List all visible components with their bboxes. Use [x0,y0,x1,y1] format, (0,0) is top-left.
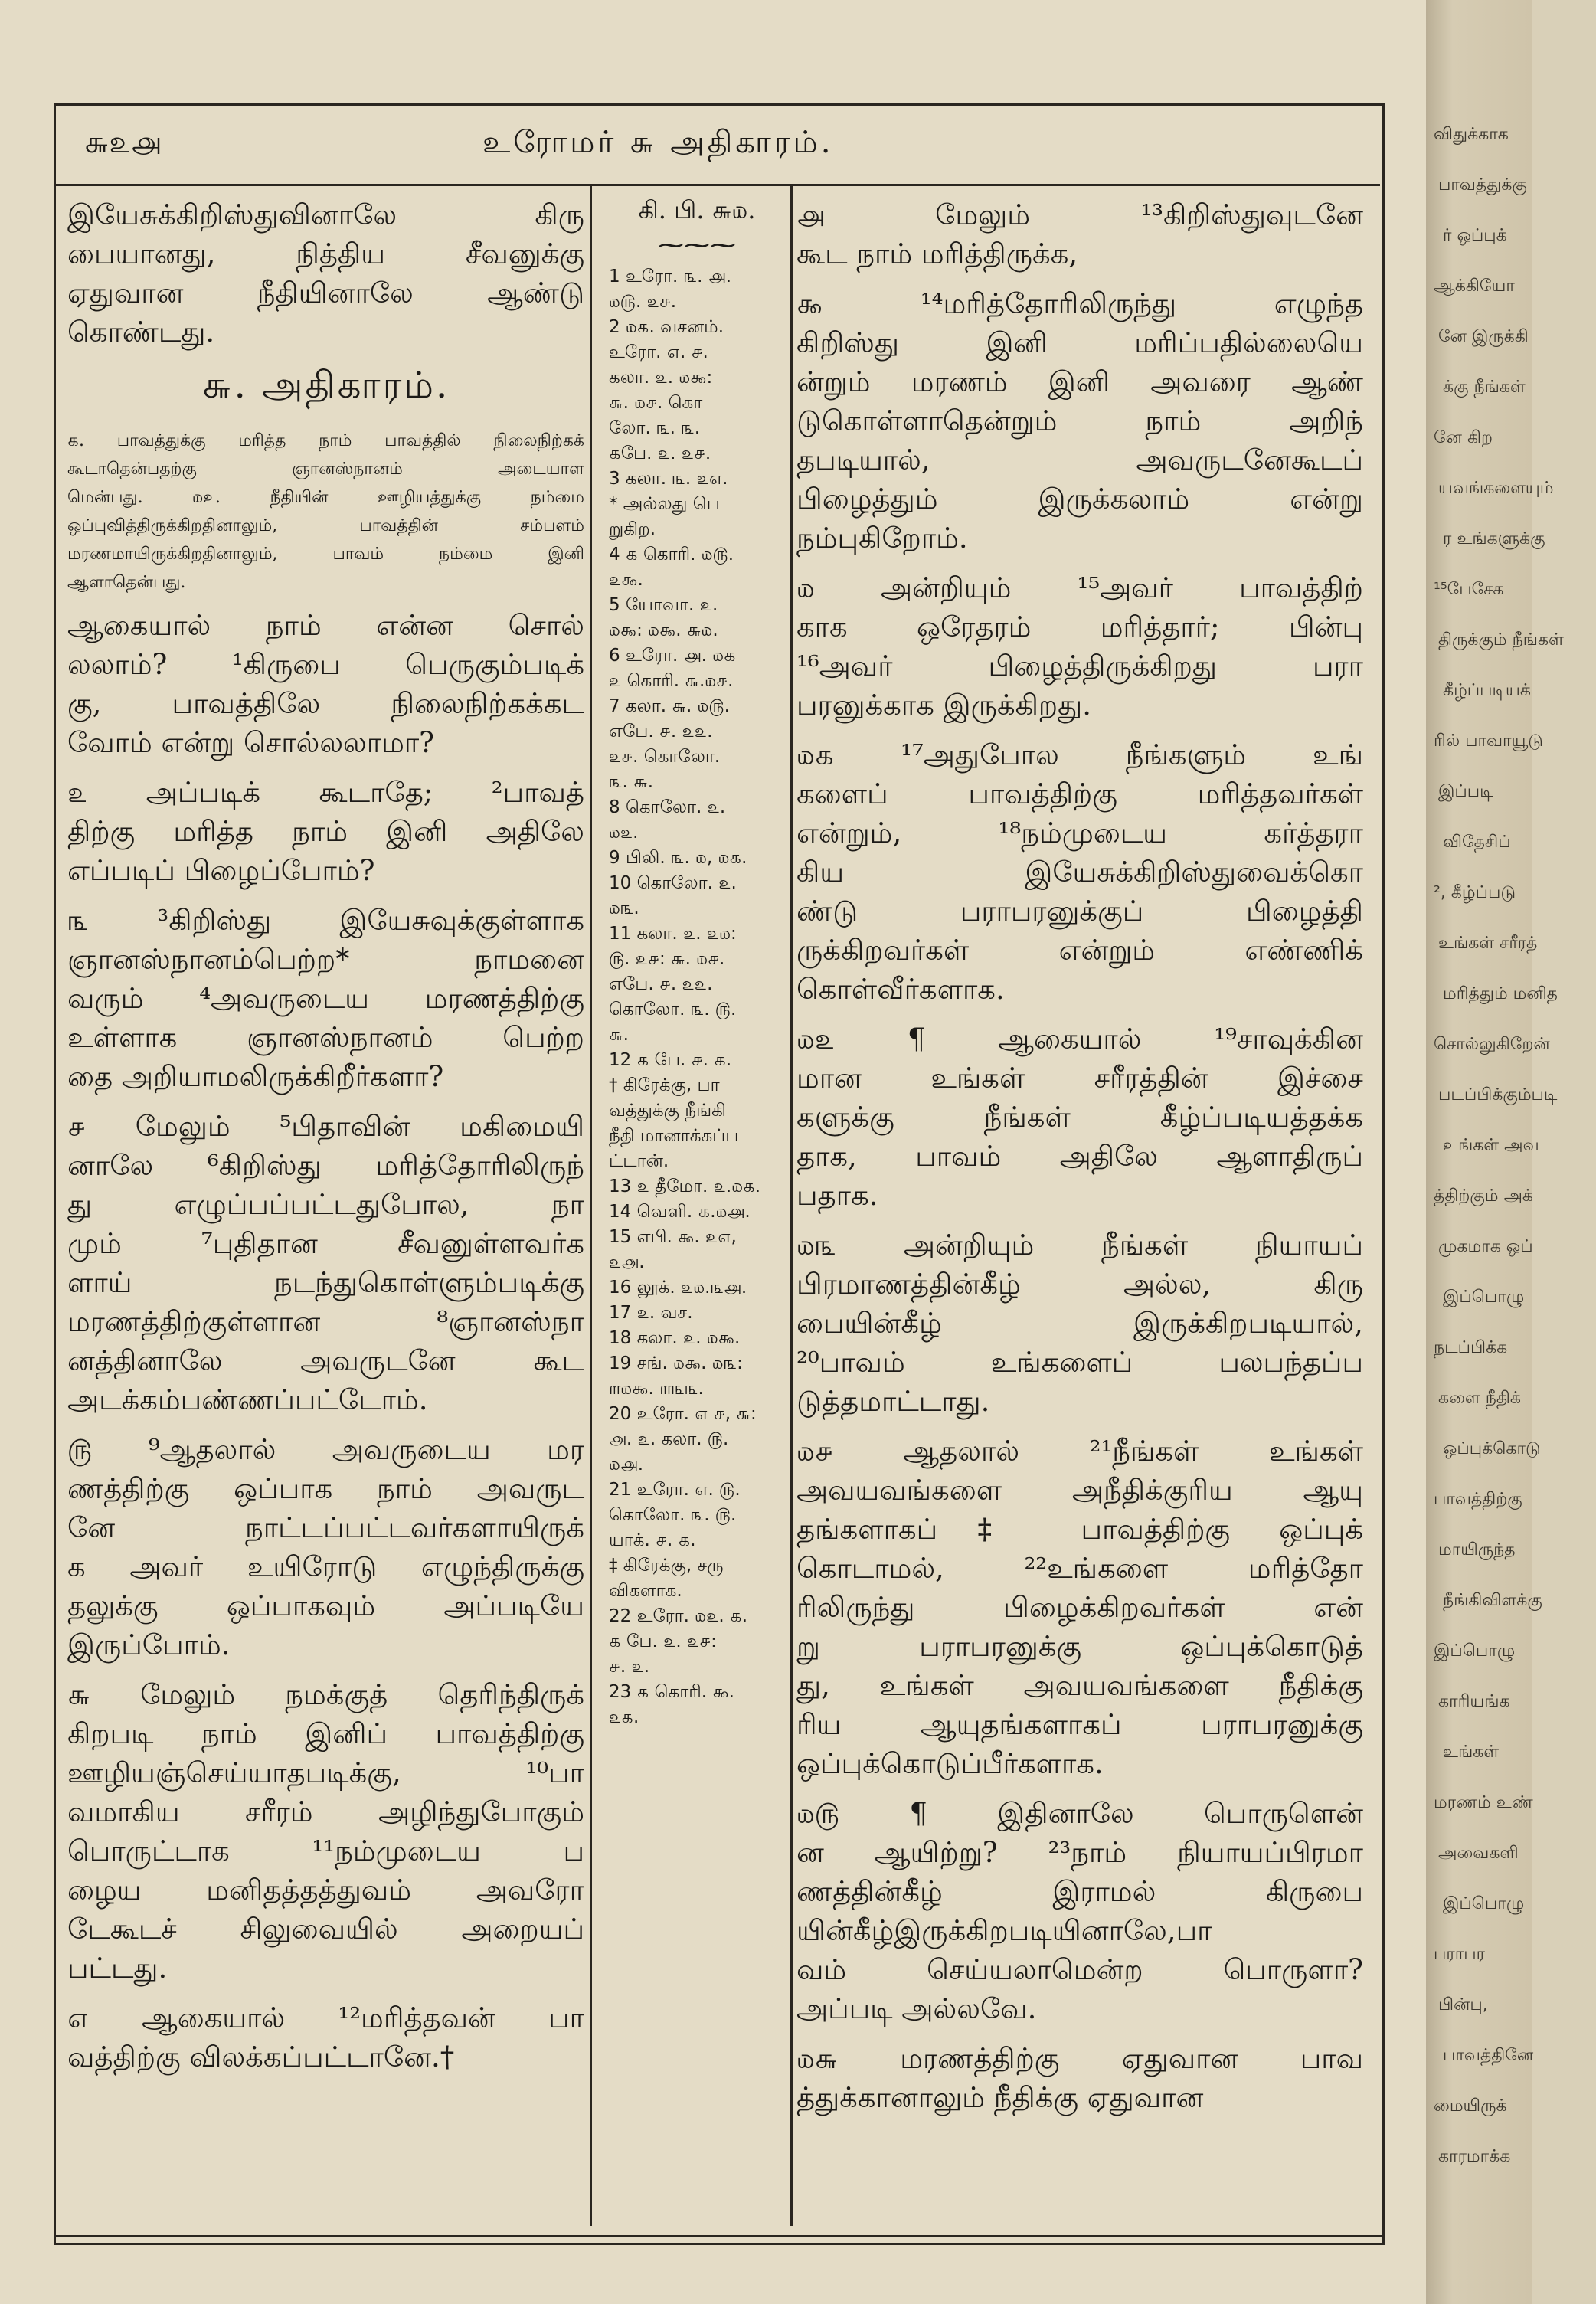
reference-entry: கொலோ. ௩. ௫. [609,1000,737,1019]
reference-entry: 19 சங். ௰௯. ௰௩: [609,1353,743,1373]
verse-paragraph [67,1430,584,1664]
facing-page-fragment: இப்பொழு [1434,1641,1516,1661]
verse-paragraph [67,773,584,890]
text-line: வத்திற்கு விலக்கப்பட்டானே.† [67,2041,455,2073]
reference-entry: ௰௨. [609,823,639,843]
text-line: ௮ மேலும் ¹³கிறிஸ்துவுடனே [796,198,1363,231]
text-line: ஊழியஞ்செய்யாதபடிக்கு, ¹⁰பா [67,1756,584,1789]
facing-page-fragment: இப்படி [1438,782,1493,801]
facing-page-fragment: முகமாக ஒப் [1438,1237,1533,1256]
reference-entry: 13 ௨ தீமோ. ௨.௰௧. [609,1177,761,1196]
text-line: உள்ளாக ஞானஸ்நானம் பெற்ற [67,1021,584,1054]
text-line: பரனுக்காக இருக்கிறது. [796,689,1091,722]
column-divider-right [790,186,793,2226]
reference-entry: ௰௩. [609,898,639,918]
text-line: ஆகையால் நாம் என்ன சொல் [67,609,584,642]
facing-page-fragment: காரமாக்க [1438,2147,1511,2166]
text-line: து எழுப்பப்பட்டதுபோல, நா [67,1188,584,1221]
text-line: இயேசுக்கிறிஸ்துவினாலே கிரு [67,198,584,231]
verse-paragraph [796,195,1363,273]
facing-page-fragment: னே இருக்கி [1438,327,1529,346]
text-line: திற்கு மரித்த நாம் இனி அதிலே [67,815,584,848]
facing-page-fragment: னே கிற [1434,428,1493,447]
text-line: மரணத்திற்குள்ளான ⁸ஞானஸ்நா [67,1305,584,1338]
text-line: ன்றும் மரணம் இனி அவரை ஆண் [796,365,1363,398]
reference-entry: ௨௧. [609,1707,639,1727]
reference-entry: 14 வெளி. ௧.௰௮. [609,1202,751,1222]
text-line: ௨ அப்படிக் கூடாதே; ²பாவத் [67,776,584,809]
text-line: அவயவங்களை அநீதிக்குரிய ஆயு [796,1474,1363,1507]
facing-page-fragment: த்திற்கும் அக் [1434,1186,1533,1206]
facing-page-fragment: சொல்லுகிறேன் [1434,1035,1550,1054]
text-line: னாலே ⁶கிறிஸ்து மரித்தோரிலிருந் [67,1149,584,1182]
text-line: மான உங்கள் சரீரத்தின் இச்சை [796,1062,1363,1095]
reference-entry: ௨ கொரி. ௬.௰௪. [609,671,734,691]
text-line: பிழைத்தும் இருக்கலாம் என்று [796,483,1363,515]
text-line: அப்படி அல்லவே. [796,1992,1037,2025]
text-line: டுத்தமாட்டாது. [796,1385,990,1418]
text-line: று பராபரனுக்கு ஒப்புக்கொடுத் [796,1630,1363,1663]
reference-entry: ௰௫. ௨௪. [609,292,677,312]
verse-paragraph [796,284,1363,558]
text-line: களுக்கு நீங்கள் கீழ்ப்படியத்தக்க [796,1101,1363,1134]
chapter-summary [67,427,584,597]
verse-paragraph [67,901,584,1096]
reference-entry: ௮. ௨. கலா. ௫. [609,1429,729,1449]
facing-page-fragment: ர உங்களுக்கு [1443,529,1545,548]
facing-page-fragment: ரில் பாவாயூடு [1434,731,1543,751]
text-line: களைப் பாவத்திற்கு மரித்தவர்கள் [796,777,1363,810]
text-line: ஒப்புக்கொடுப்பீர்களாக. [796,1747,1104,1780]
reference-entry: 17 ௨. வச. [609,1303,693,1323]
summary-line: கூடாதென்பதற்கு ஞானஸ்நானம் அடையாள [67,460,584,479]
text-line: கொடாமல், ²²உங்களை மரித்தோ [796,1552,1363,1585]
text-line: கொள்வீர்களாக. [796,973,1005,1006]
reference-entry: ௨௯. [609,570,643,590]
facing-page-fragment: பாவத்தினே [1443,2046,1534,2065]
verse-paragraph [796,735,1363,1009]
text-line: ருக்கிறவர்கள் என்றும் எண்ணிக் [796,934,1363,967]
reference-entry: 22 உரோ. ௰௨. ௧. [609,1606,748,1626]
text-line: ௪ மேலும் ⁵பிதாவின் மகிமையி [67,1110,584,1143]
facing-page-fragment: ர் ஒப்புக் [1443,226,1507,245]
text-line: வரும் ⁴அவருடைய மரணத்திற்கு [67,982,584,1015]
bottom-rule [54,2235,1382,2237]
facing-page-fragment: ஆக்கியோ [1434,277,1515,296]
reference-entry: ௨௮. [609,1252,645,1272]
reference-entry: ‡ கிரேக்கு, சரு [609,1556,724,1576]
text-line: பதாக. [796,1179,878,1212]
facing-page-fragment: படப்பிக்கும்படி [1438,1085,1558,1105]
text-line: க அவர் உயிரோடு எழுந்திருக்கு [67,1550,584,1583]
reference-entry: நீதி மானாக்கப்ப [609,1126,739,1146]
summary-line: ஒப்புவித்திருக்கிறதினாலும், பாவத்தின் சம்பளம் [67,516,584,535]
facing-page-fragment: கீழ்ப்படியக் [1443,681,1531,700]
text-line: வமாகிய சரீரம் அழிந்துபோகும் [67,1795,584,1828]
text-line: கிறிஸ்து இனி மரிப்பதில்லையெ [796,326,1363,359]
facing-page-fragment: காரியங்க [1438,1692,1510,1711]
summary-line: ௧. பாவத்துக்கு மரித்த நாம் பாவத்தில் நிலைநிற்கக் [67,431,584,450]
text-line: ௰ அன்றியும் ¹⁵அவர் பாவத்திற் [796,571,1363,604]
facing-page-fragment: மையிருக் [1434,2096,1507,2116]
text-line: து, உங்கள் அவயவங்களை நீதிக்கு [796,1669,1363,1702]
summary-line: மரணமாயிருக்கிறதினாலும், பாவம் நம்மை இனி [67,545,584,564]
facing-page-fragment: அவைகளி [1438,1844,1519,1863]
text-line: தை அறியாமலிருக்கிறீர்களா? [67,1060,444,1093]
text-line: யின்கீழ்இருக்கிறபடியினாலே,பா [796,1914,1212,1947]
verse-paragraph [67,606,584,762]
text-line: ணத்திற்கு ஒப்பாக நாம் அவருட [67,1472,584,1505]
facing-page-fragment: மாயிருந்த [1438,1540,1516,1559]
facing-page-fragment: நீங்கிவிளக்கு [1443,1591,1542,1610]
reference-entry: ௧பே. ௨. ௨௪. [609,443,711,463]
year-heading: கி. பி. ௬௰. [638,195,756,224]
reference-entry: கலா. ௨. ௰௯: [609,368,713,388]
verse-paragraph [796,1226,1363,1421]
facing-page-fragment: க்கு நீங்கள் [1443,378,1526,397]
facing-page-fragment: விதேசிப் [1443,833,1511,852]
text-line: மும் ⁷புதிதான சீவனுள்ளவர்க [67,1227,584,1260]
reference-entry: ௬. ௰௪. கொ [609,393,703,413]
text-line: இருப்போம். [67,1628,231,1661]
facing-page-fragment: விதுக்காக [1434,125,1509,144]
reference-entry: எபே. ௪. ௨௨. [609,722,713,741]
text-line: ௫ ⁹ஆதலால் அவருடைய மர [67,1433,584,1466]
reference-entry: 6 உரோ. ௮. ௰௧ [609,646,736,666]
reference-entry: 5 யோவா. ௨. [609,595,718,615]
page-header [54,103,1380,186]
chapter-heading: ௬. அதிகாரம். [201,364,450,407]
facing-page-fragment: யவங்களையும் [1438,479,1554,498]
text-line: ஞானஸ்நானம்பெற்ற* நாமனை [67,943,584,976]
reference-entry: * அல்லது பெ [609,494,720,514]
text-line: அடக்கம்பண்ணப்பட்டோம். [67,1383,428,1416]
text-line: னத்தினாலே அவருடனே கூட [67,1344,584,1377]
text-line: கொண்டது. [67,316,215,349]
text-line: ௰௧ ¹⁷அதுபோல நீங்களும் உங் [796,738,1363,771]
text-line: டுகொள்ளாதென்றும் நாம் அறிந் [796,404,1363,437]
reference-entry: ௨௪. கொலோ. [609,747,721,767]
text-line: த்துக்கானாலும் நீதிக்கு ஏதுவான [796,2081,1204,2114]
verse-paragraph [796,2039,1363,2117]
cross-references [609,264,785,1730]
text-line: ன ஆயிற்று? ²³நாம் நியாயப்பிரமா [796,1836,1363,1869]
reference-entry: ௰௮. [609,1455,644,1474]
text-line: எப்படிப் பிழைப்போம்? [67,854,375,887]
reference-entry: 10 கொலோ. ௨. [609,873,737,893]
facing-page-fragment: மரணம் உண் [1434,1793,1533,1812]
text-line: பொருட்டாக ¹¹நம்முடைய ப [67,1834,584,1867]
facing-page-fragment: உங்கள் [1443,1743,1500,1762]
facing-page-fragment: பராபர [1434,1945,1485,1964]
facing-page-fragment: இப்பொழு [1443,1288,1525,1307]
reference-entry: யாக். ௪. ௧. [609,1530,696,1550]
text-line: கூட நாம் மரித்திருக்க, [796,237,1078,270]
verse-paragraph [67,1998,584,2077]
text-line: பையானது, நித்திய சீவனுக்கு [67,237,584,270]
text-line: கு, பாவத்திலே நிலைநிற்கக்கட [67,687,584,720]
text-line: ௬ மேலும் நமக்குத் தெரிந்திருக் [67,1678,584,1711]
page-number: ௬௨௮ [84,125,162,160]
text-line: ளாய் நடந்துகொள்ளும்படிக்கு [67,1266,584,1299]
text-line: தாக, பாவம் அதிலே ஆளாதிருப் [796,1140,1363,1173]
facing-page-edge [1426,0,1564,2304]
reference-entry: றுகிற. [609,519,656,539]
text-line: ௰௩ அன்றியும் நீங்கள் நியாயப் [796,1229,1363,1262]
reference-entry: 2 ௰௧. வசனம். [609,317,724,337]
reference-entry: † கிரேக்கு, பா [609,1075,720,1095]
reference-entry: 20 உரோ. ௭ ௪, ௬: [609,1404,757,1424]
text-line: ௭ ஆகையால் ¹²மரித்தவன் பா [67,2001,584,2034]
text-line: பட்டது. [67,1952,168,1985]
text-line: ¹⁶அவர் பிழைத்திருக்கிறது பரா [796,650,1363,682]
reference-entry: 11 கலா. ௨. ௨௰: [609,924,737,944]
text-line: ௰௬ மரணத்திற்கு ஏதுவான பாவ [796,2042,1363,2075]
reference-entry: 3 கலா. ௩. ௨௭. [609,469,728,489]
facing-page-fragment: திருக்கும் நீங்கள் [1438,630,1564,650]
reference-entry: உரோ. ௭. ௪. [609,342,708,362]
text-line: ரிய ஆயுதங்களாகப் பராபரனுக்கு [796,1708,1363,1741]
text-line: என்றும், ¹⁸நம்முடைய கர்த்தரா [796,817,1363,849]
reference-entry: லோ. ௩. ௩. [609,418,701,438]
text-line: பிரமாணத்தின்கீழ் அல்ல, கிரு [796,1268,1363,1301]
text-line: தலுக்கு ஒப்பாகவும் அப்படியே [67,1589,584,1622]
reference-entry: 9 பிலி. ௩. ௰, ௰௧. [609,848,747,868]
facing-page-fragment: நடப்பிக்க [1434,1338,1508,1357]
text-line: ௰௪ ஆதலால் ²¹நீங்கள் உங்கள் [796,1435,1363,1468]
reference-entry: 23 ௧ கொரி. ௯. [609,1682,734,1702]
facing-page-fragment: உங்கள் சரீரத் [1438,934,1538,953]
facing-page-fragment: ², கீழ்ப்படு [1434,883,1516,902]
running-head: உரோமர் ௬ அதிகாரம். [482,125,834,160]
facing-page-fragment: பின்பு, [1438,1995,1488,2014]
right-text-column [796,195,1363,2117]
reference-entry: ௩. ௬. [609,772,654,792]
reference-entry: 7 கலா. ௬. ௰௫. [609,696,730,716]
reference-entry: கொலோ. ௩. ௫. [609,1505,737,1525]
text-line: ௰௨ ¶ ஆகையால் ¹⁹சாவுக்கின [796,1023,1363,1055]
facing-page-fragment: உங்கள் அவ [1443,1136,1539,1155]
right-verses [796,195,1363,2117]
text-line: நம்புகிறோம். [796,522,968,555]
text-line: லலாம்? ¹கிருபை பெருகும்படிக் [67,648,584,681]
reference-entry: ட்டான். [609,1151,669,1171]
reference-entry: விகளாக. [609,1581,682,1601]
verse-paragraph [796,1794,1363,2028]
facing-page-fragment: இப்பொழு [1443,1894,1525,1913]
reference-entry: 4 ௧ கொரி. ௰௫. [609,545,734,565]
facing-page-fragment: பாவத்திற்கு [1434,1490,1522,1509]
verse-paragraph [796,568,1363,725]
reference-entry: ௬. [609,1025,629,1045]
text-line: தபடியால், அவருடனேகூடப் [796,443,1363,476]
text-line: பையின்கீழ் இருக்கிறபடியால், [796,1307,1363,1340]
reference-entry: ௧ பே. ௨. ௨௪: [609,1631,717,1651]
column-divider-left [590,186,592,2226]
text-line: ணத்தின்கீழ் இராமல் கிருபை [796,1875,1363,1908]
reference-entry: ௱௰௯. ௱௩௩. [609,1379,704,1399]
text-line: ²⁰பாவம் உங்களைப் பலபந்தப்ப [796,1346,1363,1379]
reference-entry: வத்துக்கு நீங்கி [609,1101,726,1121]
reference-entry: 8 கொலோ. ௨. [609,797,726,817]
reference-entry: ௰௯: ௰௯. ௬௰. [609,620,718,640]
verse-paragraph [796,1019,1363,1215]
text-line: னே நாட்டப்பட்டவர்களாயிருக் [67,1511,584,1544]
reference-entry: 21 உரோ. ௭. ௫. [609,1480,741,1500]
text-line: காக ஒரேதரம் மரித்தார்; பின்பு [796,610,1363,643]
text-line: கிறபடி நாம் இனிப் பாவத்திற்கு [67,1717,584,1750]
facing-page-fragment: ஒப்புக்கொடு [1443,1439,1541,1458]
text-line: டேகூடச் சிலுவையில் அறையப் [67,1913,584,1946]
text-line: ஏதுவான நீதியினாலே ஆண்டு [67,277,584,309]
left-verses [67,606,584,2077]
facing-page-fragment: மரித்தும் மனித [1443,984,1558,1003]
summary-line: மென்பது. ௰௨. நீதியின் ஊழியத்துக்கு நம்மை [67,488,584,507]
facing-page-fragment: ¹⁵பேசேக [1434,580,1504,599]
text-line: வம் செய்யலாமென்ற பொருளா? [796,1953,1363,1986]
reference-entry: 15 எபி. ௯. ௨௭, [609,1227,737,1247]
reference-entry: 1 உரோ. ௩. ௮. [609,267,732,286]
reference-entry: 18 கலா. ௨. ௰௯. [609,1328,741,1348]
reference-entry: 16 லூக். ௨௰.௩௮. [609,1278,747,1298]
text-line: ௩ ³கிறிஸ்து இயேசுவுக்குள்ளாக [67,904,584,937]
text-line: கிய இயேசுக்கிறிஸ்துவைக்கொ [796,856,1363,889]
ornament-swash: ⁓⁓⁓ [658,230,736,260]
text-line: வோம் என்று சொல்லலாமா? [67,726,435,759]
verse-paragraph [67,1675,584,1988]
reference-column [609,195,785,1730]
reference-entry: ௫. ௨௪: ௬. ௰௪. [609,949,725,969]
verse-paragraph [796,1432,1363,1783]
verse-paragraph [67,1107,584,1419]
text-line: ௯ ¹⁴மரித்தோரிலிருந்து எழுந்த [796,287,1363,320]
text-line: ண்டு பராபரனுக்குப் பிழைத்தி [796,895,1363,928]
text-line: ரிலிருந்து பிழைக்கிறவர்கள் என் [796,1591,1363,1624]
text-line: ழைய மனிதத்தத்துவம் அவரோ [67,1874,584,1906]
facing-page-fragment: களை நீதிக் [1438,1389,1521,1408]
reference-entry: எபே. ௪. ௨௨. [609,974,713,994]
text-line: தங்களாகப்‡ பாவத்திற்கு ஒப்புக் [796,1513,1363,1546]
summary-line: ஆளாதென்பது. [67,573,186,592]
reference-entry: ௪. ௨. [609,1657,650,1677]
facing-page-fragment: பாவத்துக்கு [1438,175,1527,195]
left-text-column [67,195,584,2077]
text-line: ௰௫ ¶ இதினாலே பொருளென் [796,1797,1363,1830]
intro-paragraph [67,195,584,352]
reference-entry: 12 ௧ பே. ௪. ௧. [609,1050,732,1070]
